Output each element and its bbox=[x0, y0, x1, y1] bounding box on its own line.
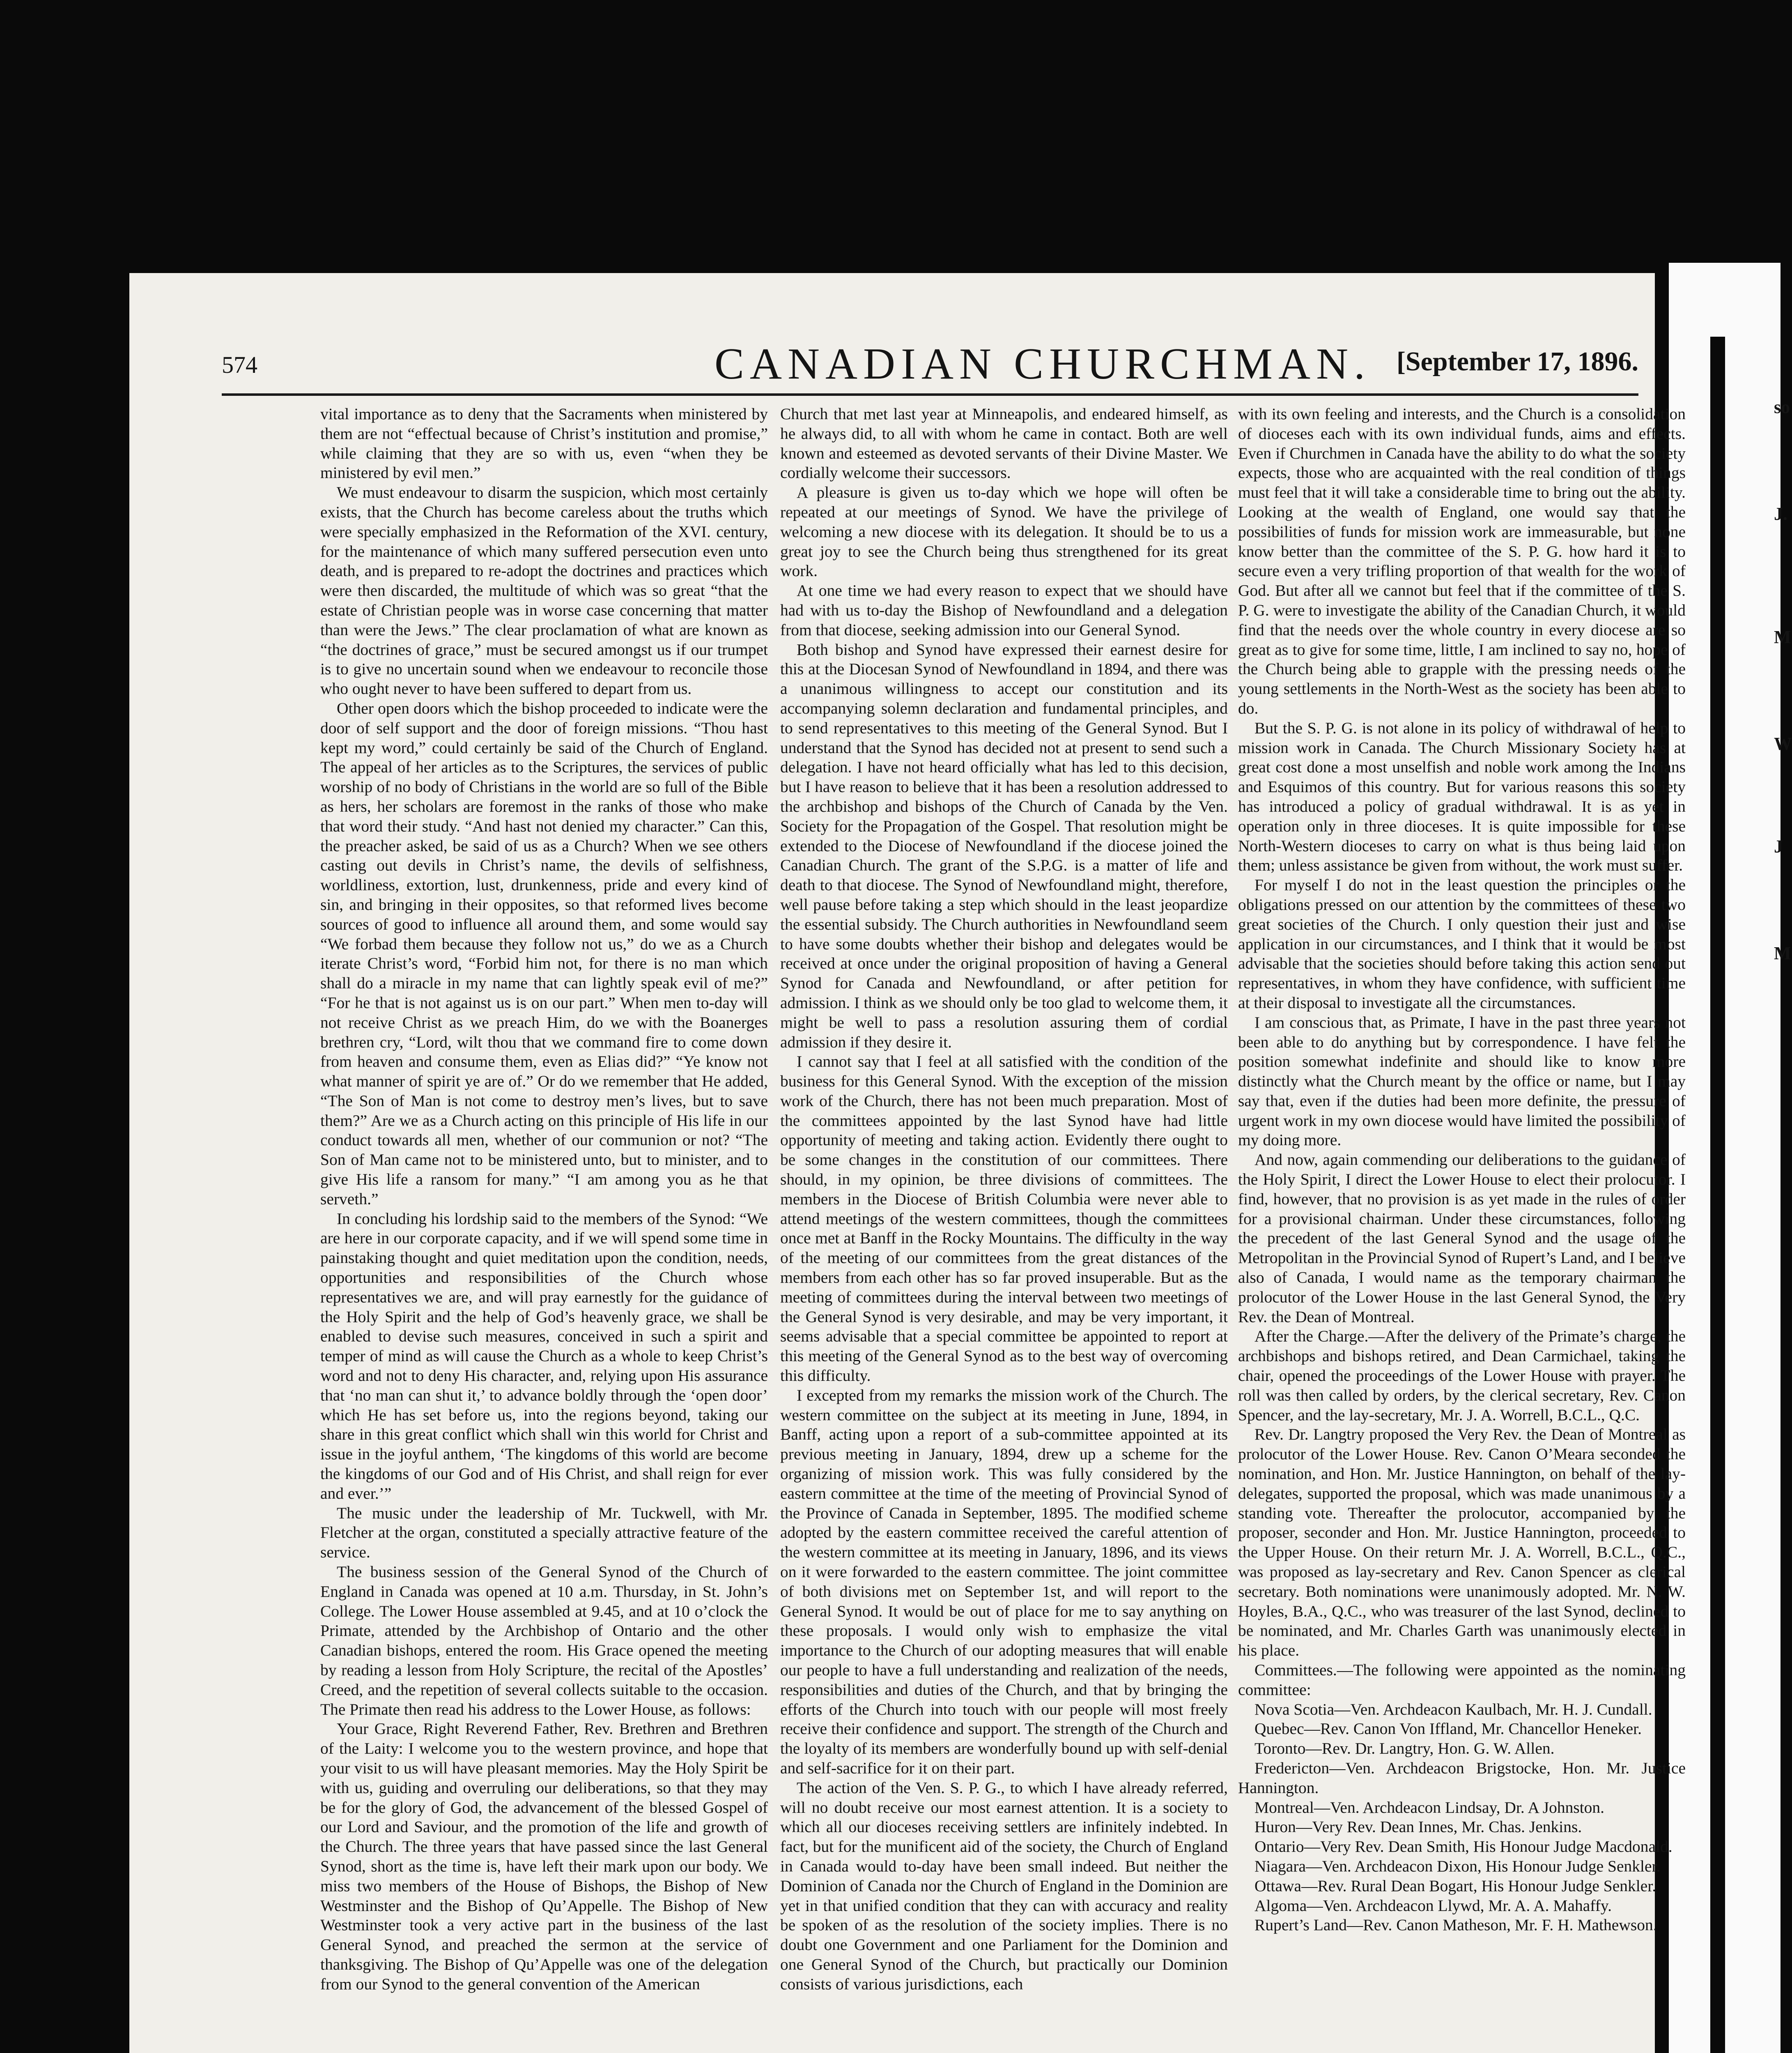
paragraph: A pleasure is given us to-day which we hope will often be repeated at our meetings of Synod. We have the privilege of welcoming a new diocese with its delegation. It should be to us a great joy to see the Church being thus strengthened for its great work. bbox=[780, 483, 1228, 580]
margin-fragment: J bbox=[1774, 836, 1783, 857]
page-number: 574 bbox=[222, 351, 257, 378]
page-gutter-shadow bbox=[1710, 337, 1725, 2053]
paragraph: with its own feeling and interests, and the Church is a consolidation of dioceses each with its own individual funds, aims and effects. Even if Churchmen in Canada have the ability to do what the society expects, those who are acquainted with the real condition of things must feel that it will take a considerable time to bring out the ability. Looking at the wealth of England, one would say that the possibilities of funds for mission work are immeasurable, but none know better than the committee of the S. P. G. how hard it is to secure even a very trifling proportion of that wealth for the work of God. But after all we cannot but feel that if the committee of the S. P. G. were to investigate the ability of the Canadian Church, it would find that the needs over the whole country in every diocese are so great as to give for some time, little, I am inclined to say no, hope of the Church being able to grapple with the pressing needs of the young settlements in the North-West as the society has been able to do. bbox=[1238, 405, 1686, 717]
committee-entry: Algoma—Ven. Archdeacon Llywd, Mr. A. A. Mahaffy. bbox=[1254, 1896, 1612, 1915]
committee-entry: Fredericton—Ven. Archdeacon Brigstocke, Hon. Mr. Justice Hannington. bbox=[1238, 1759, 1686, 1797]
margin-fragment: J. bbox=[1774, 504, 1787, 524]
paragraph: vital importance as to deny that the Sacraments when ministered by them are not “effectual because of Christ’s institution and promise,” while claiming that they are so with us, even “when they be ministered by evil men.” bbox=[320, 405, 768, 482]
committee-entry: Nova Scotia—Ven. Archdeacon Kaulbach, Mr. H. J. Cundall. bbox=[1254, 1700, 1652, 1718]
committee-entry: Quebec—Rev. Canon Von Iffland, Mr. Chancellor Heneker. bbox=[1254, 1720, 1642, 1738]
committee-entry: Montreal—Ven. Archdeacon Lindsay, Dr. A Johnston. bbox=[1254, 1798, 1605, 1816]
issue-date: [September 17, 1896. bbox=[1396, 347, 1638, 377]
paragraph: Rev. Dr. Langtry proposed the Very Rev. the Dean of Montreal as prolocutor of the Lower House. Rev. Canon O’Meara seconded the nomination, and Hon. Mr. Justice Hannington, on behalf of the lay-delegates, supported the proposal, which was made unanimous by a standing vote. Thereafter the prolocutor, accompanied by the proposer, seconder and Hon. Mr. Justice Hannington, proceeded to the Upper House. On their return Mr. J. A. Worrell, B.C.L., Q.C., was proposed as lay-secretary and Rev. Canon Spencer as clerical secretary. Both nominations were unanimously adopted. Mr. N. W. Hoyles, B.A., Q.C., who was treasurer of the last Synod, declined to be nominated, and Mr. Charles Garth was unanimously elected in his place. bbox=[1238, 1425, 1686, 1660]
committee-entry: Toronto—Rev. Dr. Langtry, Hon. G. W. Allen. bbox=[1254, 1739, 1555, 1758]
committee-entry: Niagara—Ven. Archdeacon Dixon, His Honour Judge Senkler. bbox=[1254, 1857, 1661, 1875]
header-rule bbox=[222, 393, 1638, 396]
column-2 bbox=[780, 404, 1228, 1994]
paragraph: The music under the leadership of Mr. Tuckwell, with Mr. Fletcher at the organ, constituted a specially attractive feature of the service. bbox=[320, 1504, 768, 1562]
margin-fragment: M bbox=[1774, 943, 1791, 963]
committee-entry: Ontario—Very Rev. Dean Smith, His Honour Judge Macdonald. bbox=[1254, 1837, 1673, 1856]
committee-entry: Rupert’s Land—Rev. Canon Matheson, Mr. F. H. Mathewson. bbox=[1254, 1916, 1657, 1934]
paragraph: Both bishop and Synod have expressed their earnest desire for this at the Diocesan Synod of Newfoundland in 1894, and there was a unanimous willingness to accept our constitution and its accompanying solemn declaration and fundamental principles, and to send representatives to this meeting of the General Synod. But I understand that the Synod has decided not at present to send such a delegation. I have not heard officially what has led to this decision, but I have reason to believe that it has been a resolution addressed to the archbishop and bishops of the Church of Canada by the Ven. Society for the Propagation of the Gospel. That resolution might be extended to the Diocese of Newfoundland if the diocese joined the Canadian Church. The grant of the S.P.G. is a matter of life and death to that diocese. The Synod of Newfoundland might, therefore, well pause before taking a step which should in the least jeopardize the essential subsidy. The Church authorities in Newfoundland seem to have some doubts whether their bishop and delegates would be received at once under the original proposition of having a General Synod for Canada and Newfoundland, or after petition for admission. I think as we should only be too glad to welcome them, it might be well to pass a resolution assuring them of cordial admission if they desire it. bbox=[780, 640, 1228, 1051]
paragraph: We must endeavour to disarm the suspicion, which most certainly exists, that the Church has become careless about the truths which were specially emphasized in the Reformation of the XVI. century, for the maintenance of which many suffered persecution even unto death, and is prepared to re-adopt the doctrines and practices which were then discarded, the multitude of which was so great “that the estate of Christian people was in worse case concerning that matter than were the Jews.” The clear proclamation of what are known as “the doctrines of grace,” must be secured amongst us if our trumpet is to give no uncertain sound when we endeavour to reconcile those who ought never to have been suffered to depart from us. bbox=[320, 483, 768, 698]
paragraph: The action of the Ven. S. P. G., to which I have already referred, will no doubt receive our most earnest attention. It is a society to which all our dioceses receiving settlers are infinitely indebted. In fact, but for the munificent aid of the society, the Church of England in Canada would to-day have been small indeed. But neither the Dominion of Canada nor the Church of England in the Dominion are yet in that unified condition that they can with accuracy and reality be spoken of as the resolution of the society implies. There is no doubt one Government and one Parliament for the Dominion and one General Synod of the Church, but practically our Dominion consists of various jurisdictions, each bbox=[780, 1778, 1228, 1993]
margin-fragment: so bbox=[1774, 397, 1790, 417]
paragraph: I excepted from my remarks the mission work of the Church. The western committee on the subject at its meeting in June, 1894, in Banff, acting upon a report of a sub-committee appointed at its previous meeting in January, 1894, drew up a scheme for the organizing of mission work. This was fully considered by the eastern committee at the time of the meeting of Provincial Synod of the Province of Canada in September, 1895. The modified scheme adopted by the eastern committee received the careful attention of the western committee at its meeting in January, 1896, and its views on it were forwarded to the eastern committee. The joint committee of both divisions met on September 1st, and will report to the General Synod. It would be out of place for me to say anything on these proposals. I would only wish to emphasize the vital importance to the Church of our adopting measures that will enable our people to have a full understanding and realization of the needs, responsibilities and duties of the Church, and that by bringing the efforts of the Church into touch with our people will most freely receive their confidence and support. The strength of the Church and the loyalty of its members are wonderfully bound up with self-denial and self-sacrifice for it on their part. bbox=[780, 1386, 1228, 1777]
paragraph: I cannot say that I feel at all satisfied with the condition of the business for this General Synod. With the exception of the mission work of the Church, there has not been much preparation. Most of the committees appointed by the last Synod have had little opportunity of meeting and taking action. Evidently there ought to be some changes in the constitution of our committees. There should, in my opinion, be three divisions of committees. The members in the Diocese of British Columbia were never able to attend meetings of the western committees, though the committees once met at Banff in the Rocky Mountains. The difficulty in the way of the meeting of our committees from the great distances of the members from each other has so far proved insuperable. But as the meeting of committees during the interval between two meetings of the General Synod is very desirable, and may be very important, it seems advisable that a special committee be appointed to report at this meeting of the General Synod as to the best way of overcoming this difficulty. bbox=[780, 1052, 1228, 1385]
paragraph: Other open doors which the bishop proceeded to indicate were the door of self support and the door of foreign missions. “Thou hast kept my word,” could certainly be said of the Church of England. The appeal of her articles as to the Scriptures, the services of public worship of no body of Christians in the world are so full of the Bible as hers, her scholars are foremost in the ranks of those who make that word their study. “And hast not denied my character.” Can this, the preacher asked, be said of us as a Church? When we see others casting out devils in Christ’s name, the devils of selfishness, worldliness, extortion, lust, drunkenness, pride and every kind of sin, and bringing in their opposites, so that reformed lives become sources of good to influence all around them, and some would say “We forbad them because they follow not us,” do we as a Church iterate Christ’s word, “Forbid him not, for there is no man which shall do a miracle in my name that can lightly speak evil of me?” “For he that is not against us is on our part.” When men to-day will not receive Christ as we preach Him, do we with the Boanerges brethren cry, “Lord, wilt thou that we command fire to come down from heaven and consume them, even as Elias did?” “Ye know not what manner of spirit ye are of.” Or do we remember that He added, “The Son of Man is not come to destroy men’s lives, but to save them?” Are we as a Church acting on this principle of His life in our conduct towards all men, whether of our communion or not? “The Son of Man came not to be ministered unto, but to minister, and to give His life a ransom for many.” “I am among you as he that serveth.” bbox=[320, 699, 768, 1208]
committee-entry: Ottawa—Rev. Rural Dean Bogart, His Honour Judge Senkler. bbox=[1254, 1876, 1656, 1895]
margin-fragment: M bbox=[1774, 627, 1791, 647]
page-header bbox=[222, 335, 1638, 388]
publication-title: CANADIAN CHURCHMAN. bbox=[715, 340, 1371, 388]
margin-fragment: W bbox=[1774, 734, 1792, 754]
paragraph: I am conscious that, as Primate, I have in the past three years not been able to do anything but by correspondence. I have felt the position somewhat indefinite and should like to know more distinctly what the Church meant by the office or name, but I may say that, even if the duties had been more definite, the pressure of urgent work in my own diocese would have limited the possibility of my doing more. bbox=[1238, 1013, 1686, 1149]
paragraph: Church that met last year at Minneapolis, and endeared himself, as he always did, to all with whom he came in contact. Both are well known and esteemed as devoted servants of their Divine Master. We cordially welcome their successors. bbox=[780, 405, 1228, 482]
committee-entry: Huron—Very Rev. Dean Innes, Mr. Chas. Jenkins. bbox=[1254, 1818, 1582, 1836]
paragraph: And now, again commending our deliberations to the guidance of the Holy Spirit, I direct the Lower House to elect their prolocutor. I find, however, that no provision is as yet made in the rules of order for a provisional chairman. Under these circumstances, following the precedent of the last General Synod and the usage of the Metropolitan in the Provincial Synod of Rupert’s Land, and I believe also of Canada, I would name as the temporary chairman the prolocutor of the Lower House in the last General Synod, the Very Rev. the Dean of Montreal. bbox=[1238, 1151, 1686, 1326]
column-1 bbox=[320, 404, 768, 1994]
paragraph: For myself I do not in the least question the principles or the obligations pressed on our attention by the committees of these two great societies of the Church. I only question their just and wise application in our circumstances, and I think that it would be most advisable that the societies should before taking this action send out representatives, in whom they have confidence, with sufficient time at their disposal to investigate all the circumstances. bbox=[1238, 876, 1686, 1012]
paragraph: Your Grace, Right Reverend Father, Rev. Brethren and Brethren of the Laity: I welcome you to the western province, and hope that your visit to us will have pleasant memories. May the Holy Spirit be with us, guiding and overruling our deliberations, so that they may be for the glory of God, the advancement of the blessed Gospel of our Lord and Saviour, and the promotion of the life and growth of the Church. The three years that have passed since the last General Synod, short as the time is, have left their mark upon our body. We miss two members of the House of Bishops, the Bishop of New Westminster and the Bishop of Qu’Appelle. The Bishop of New Westminster took a very active part in the business of the last General Synod, and preached the sermon at the service of thanksgiving. The Bishop of Qu’Appelle was one of the delegation from our Synod to the general convention of the American bbox=[320, 1720, 768, 1993]
paragraph-after-the-charge: After the Charge.—After the delivery of the Primate’s charge, the archbishops and bishops retired, and Dean Carmichael, taking the chair, opened the proceedings of the Lower House with prayer. The roll was then called by orders, by the clerical secretary, Rev. Canon Spencer, and the lay-secretary, Mr. J. A. Worrell, B.C.L., Q.C. bbox=[1238, 1327, 1686, 1424]
paragraph: The business session of the General Synod of the Church of England in Canada was opened at 10 a.m. Thursday, in St. John’s College. The Lower House assembled at 9.45, and at 10 o’clock the Primate, attended by the Archbishop of Ontario and the other Canadian bishops, entered the room. His Grace opened the meeting by reading a lesson from Holy Scripture, the recital of the Apostles’ Creed, and the repetition of several collects suitable to the occasion. The Primate then read his address to the Lower House, as follows: bbox=[320, 1563, 768, 1718]
paragraph-committees: Committees.—The following were appointed as the nominating committee: bbox=[1238, 1661, 1686, 1699]
paragraph: At one time we had every reason to expect that we should have had with us to-day the Bishop of Newfoundland and a delegation from that diocese, seeking admission into our General Synod. bbox=[780, 581, 1228, 639]
paragraph: But the S. P. G. is not alone in its policy of withdrawal of help to mission work in Canada. The Church Missionary Society has at great cost done a most unselfish and noble work among the Indians and Esquimos of this country. But for various reasons this society has introduced a policy of gradual withdrawal. It is as yet in operation only in three dioceses. It is quite impossible for these North-Western dioceses to carry on what is thus being laid upon them; unless assistance be given from without, the work must suffer. bbox=[1238, 719, 1686, 875]
paragraph: In concluding his lordship said to the members of the Synod: “We are here in our corporate capacity, and if we will spend some time in painstaking thought and quiet meditation upon the condition, needs, opportunities and responsibilities of the Church whose representatives we are, and will pray earnestly for the guidance of the Holy Spirit and the help of God’s heavenly grace, we shall be enabled to devise such measures, conceived in such a spirit and temper of mind as will cause the Church as a whole to keep Christ’s word and not to deny His character, and, relying upon His assurance that ‘no man can shut it,’ to advance boldly through the ‘open door’ which He has set before us, into the regions beyond, taking our share in this great conflict which shall win this world for Christ and issue in the joyful anthem, ‘The kingdoms of this world are become the kingdoms of our God and of His Christ, and shall reign for ever and ever.’” bbox=[320, 1209, 768, 1502]
column-3 bbox=[1238, 404, 1686, 1935]
